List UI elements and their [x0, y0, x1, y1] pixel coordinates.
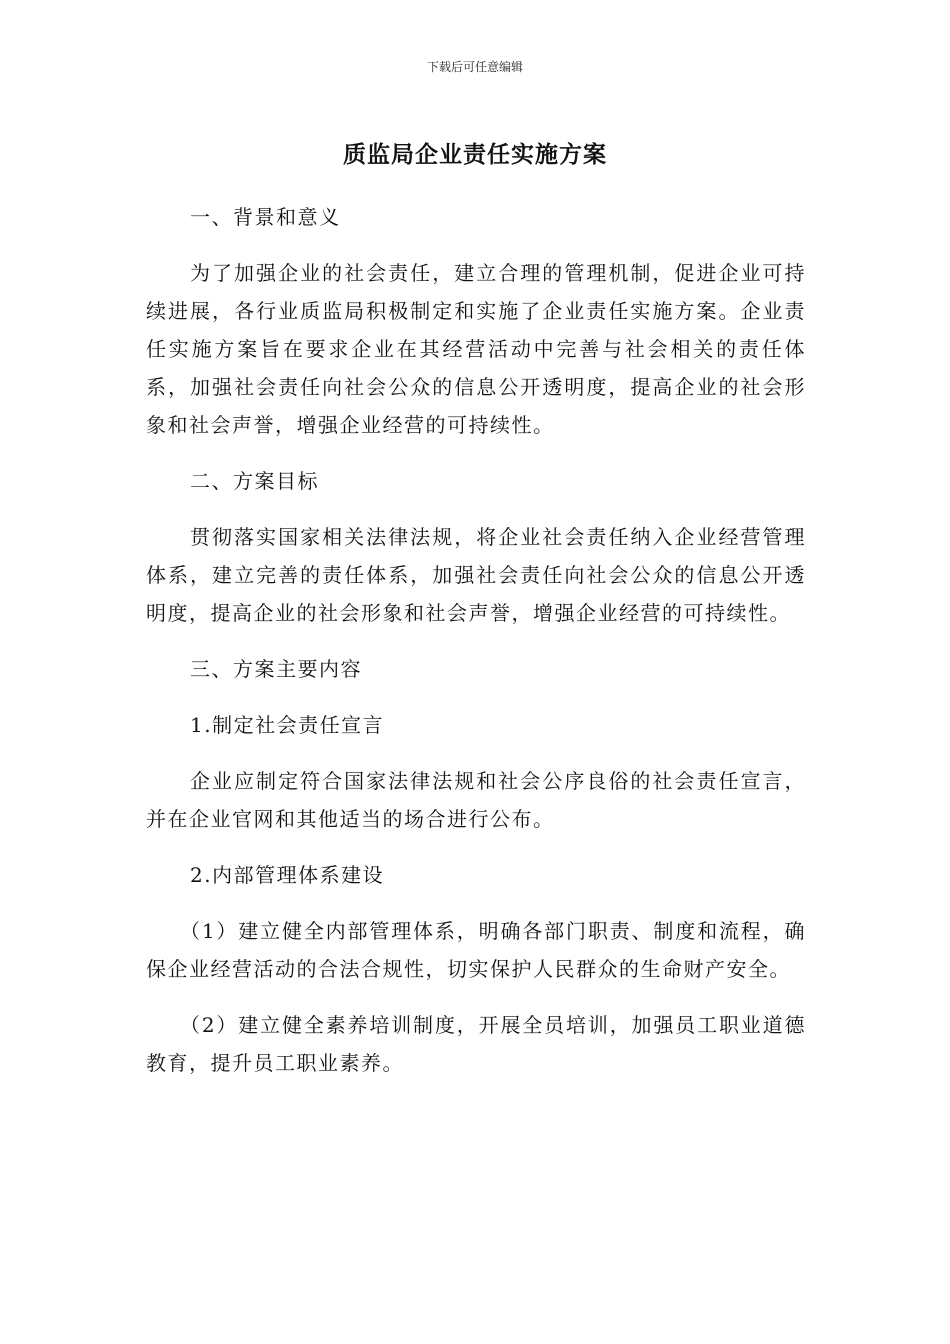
section-heading-goals: 二、方案目标 — [190, 469, 319, 493]
subsection-heading-management: 2.内部管理体系建设 — [190, 863, 385, 887]
list-item-management-1: （1）建立健全内部管理体系，明确各部门职责、制度和流程，确保企业经营活动的合法合规性，切实保护人民群众的生命财产安全。 — [146, 919, 806, 981]
header-note: 下载后可任意编辑 — [426, 60, 523, 74]
section-heading-background: 一、背景和意义 — [190, 205, 341, 229]
section-paragraph-background: 为了加强企业的社会责任，建立合理的管理机制，促进企业可持续进展，各行业质监局积极制定和实施了企业责任实施方案。企业责任实施方案旨在要求企业在其经营活动中完善与社会相关的责任体系，加强社会责任向社会公众的信息公开透明度，提高企业的社会形象和社会声誉，增强企业经营的可持续性。 — [146, 261, 806, 437]
subsection-paragraph-declaration: 企业应制定符合国家法律法规和社会公序良俗的社会责任宣言，并在企业官网和其他适当的场合进行公布。 — [146, 769, 806, 831]
document-body — [146, 198, 806, 1100]
section-paragraph-goals: 贯彻落实国家相关法律法规，将企业社会责任纳入企业经营管理体系，建立完善的责任体系，加强社会责任向社会公众的信息公开透明度，提高企业的社会形象和社会声誉，增强企业经营的可持续性。 — [146, 525, 806, 625]
subsection-heading-declaration: 1.制定社会责任宣言 — [190, 713, 385, 737]
section-heading-content: 三、方案主要内容 — [190, 657, 362, 681]
document-title: 质监局企业责任实施方案 — [343, 142, 607, 168]
list-item-management-2: （2）建立健全素养培训制度，开展全员培训，加强员工职业道德教育，提升员工职业素养。 — [146, 1013, 806, 1075]
